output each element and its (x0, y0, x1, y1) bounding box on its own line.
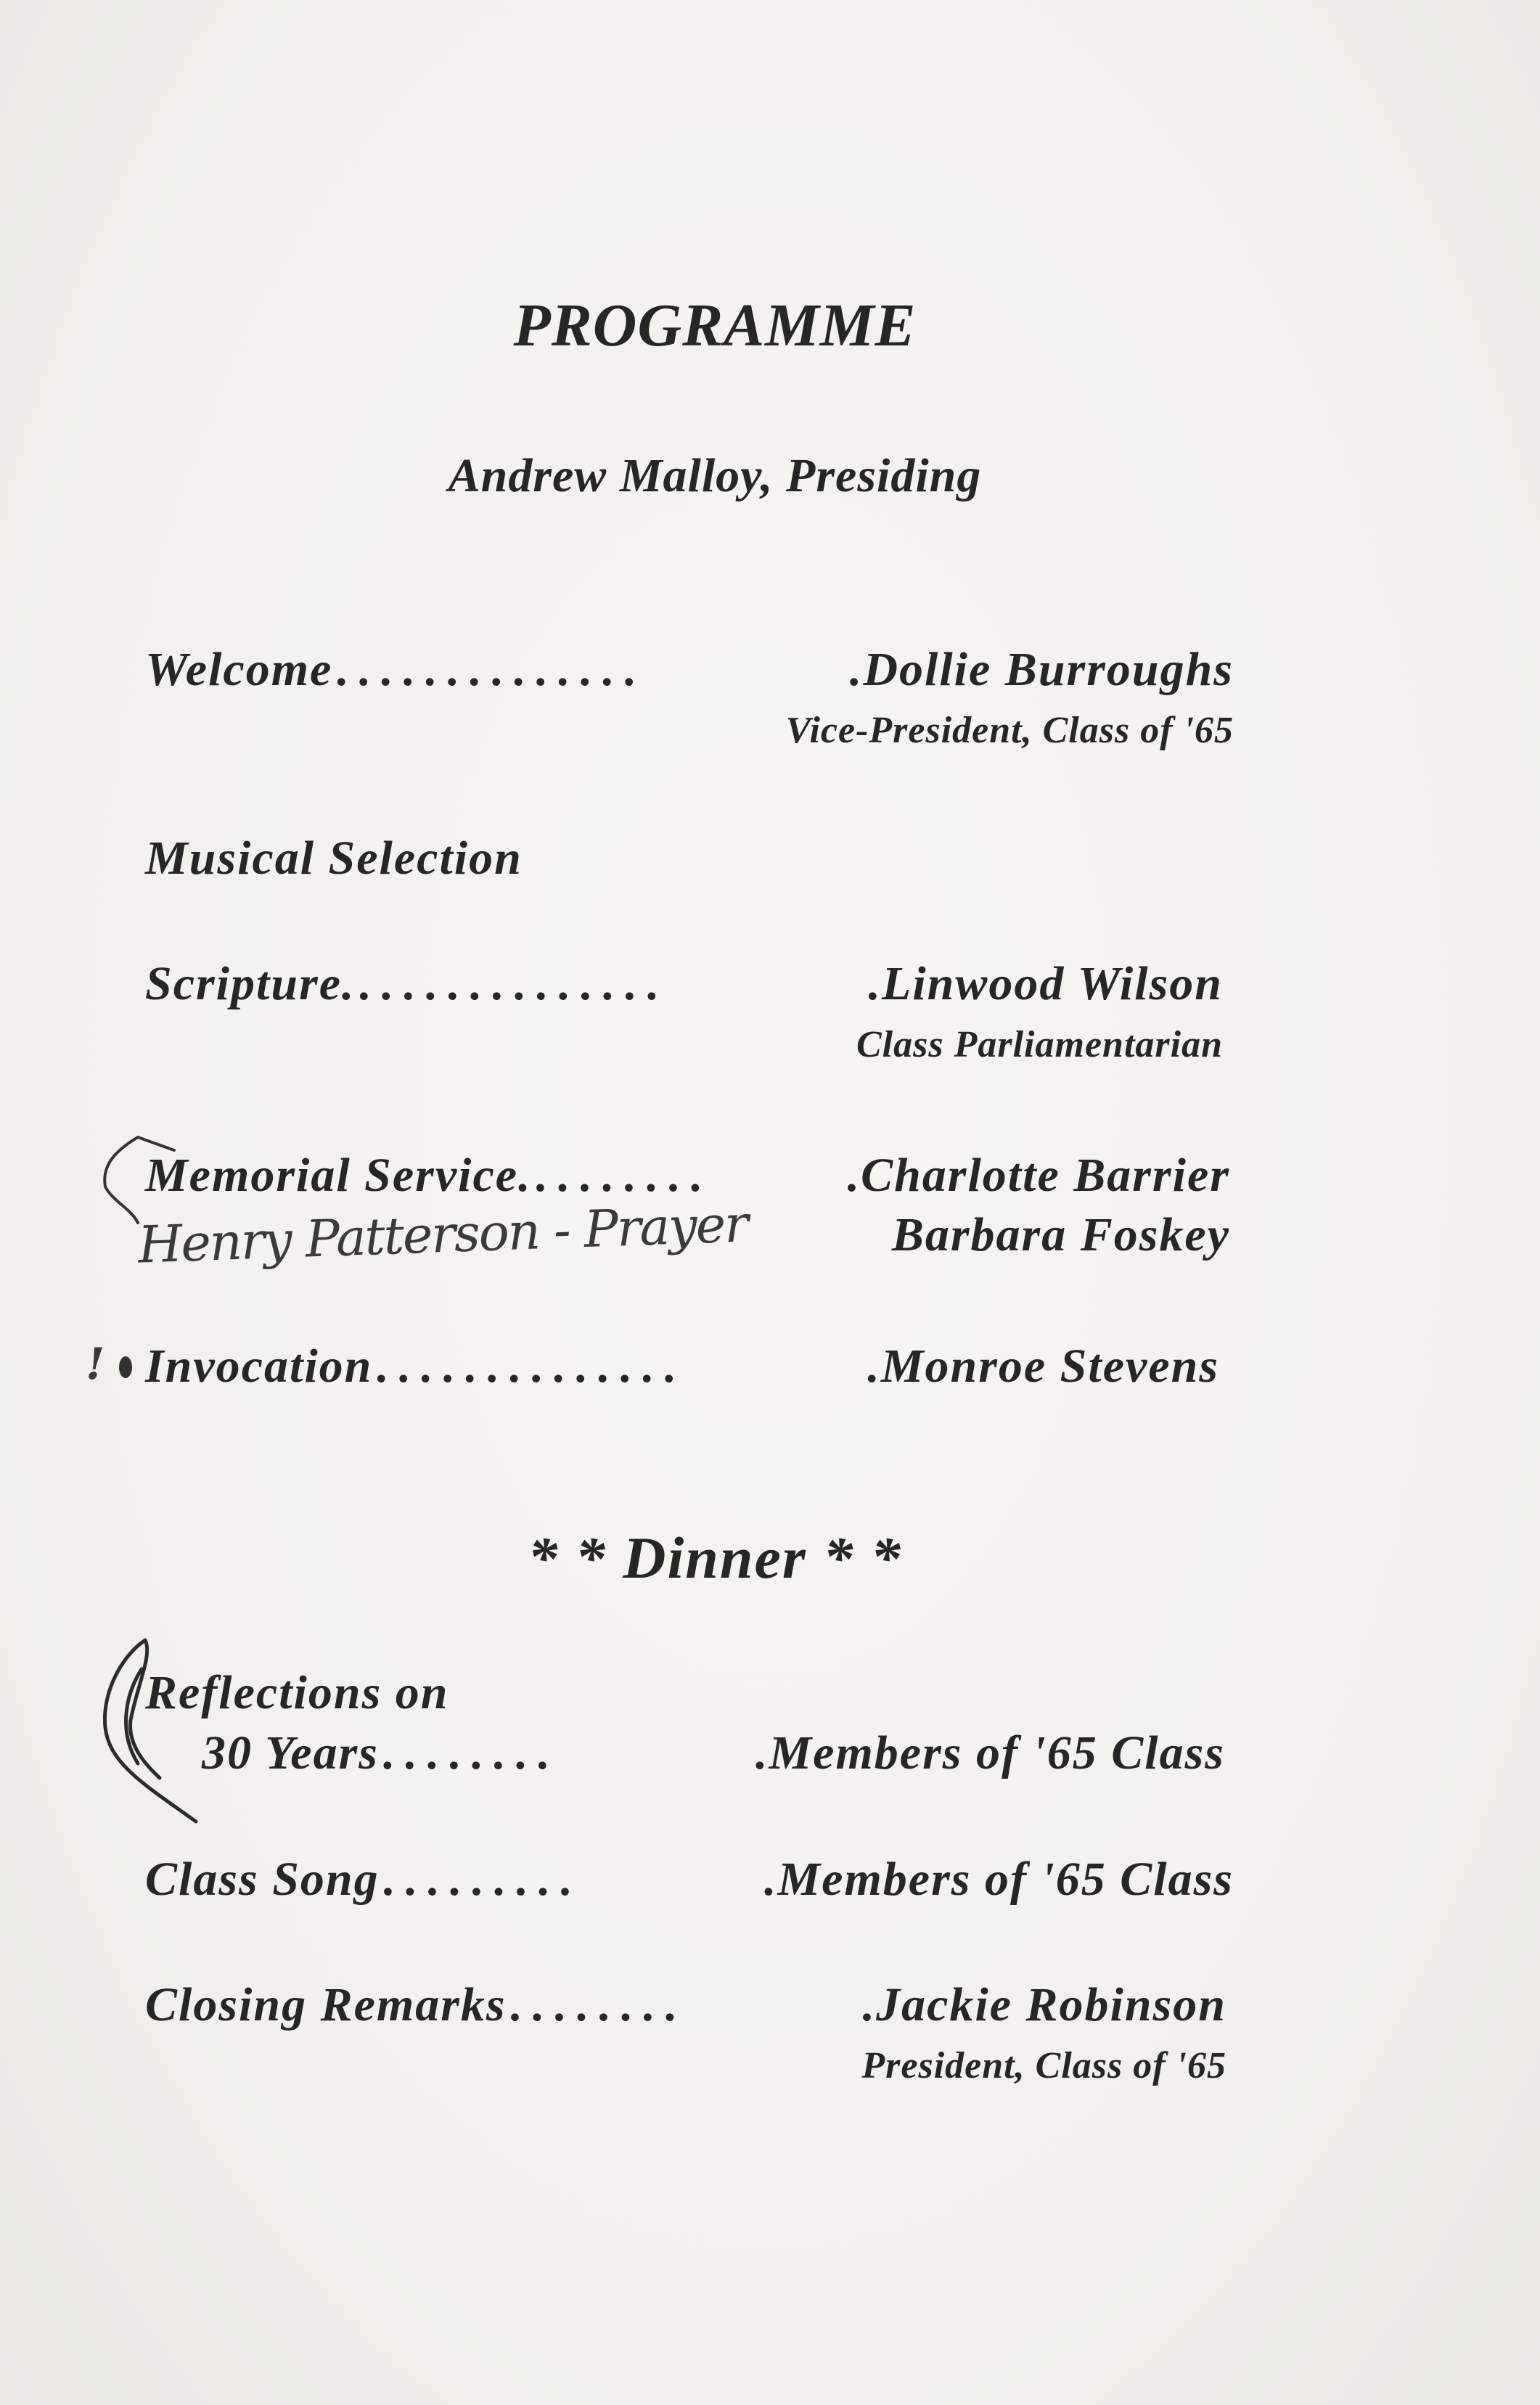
presiding-line: Andrew Malloy, Presiding (448, 449, 982, 502)
item-person: .Members of '65 Class (763, 1853, 1234, 1906)
item-role: Vice-President, Class of '65 (785, 710, 1234, 751)
item-label: Invocation (145, 1340, 373, 1393)
programme-item-scripture (145, 956, 1223, 1065)
leader-dots: .............. (337, 643, 647, 696)
leader-dots: ........ (536, 1149, 713, 1202)
item-person: .Members of '65 Class (755, 1726, 1225, 1779)
page-title: PROGRAMME (513, 292, 917, 359)
leader-dots: ........ (382, 1726, 560, 1779)
programme-item-reflections (202, 1726, 1225, 1791)
dinner-heading: * * Dinner * * (528, 1525, 902, 1591)
programme-item-reflections-line1: Reflections on (145, 1666, 449, 1719)
handwritten-bracket-icon (87, 1128, 174, 1303)
leader-dots: ......... (383, 1853, 583, 1906)
item-person: .Jackie Robinson (862, 1978, 1226, 2031)
leader-dots: .............. (359, 957, 670, 1010)
item-label: 30 Years (202, 1726, 379, 1779)
programme-item-musical-selection: Musical Selection (145, 832, 523, 885)
margin-mark: ! (86, 1339, 105, 1390)
programme-item-invocation (145, 1339, 1219, 1404)
programme-item-class-song (145, 1852, 1234, 1917)
item-person-2: Barbara Foskey (891, 1208, 1230, 1261)
programme-item-closing-remarks (145, 1978, 1226, 2086)
item-label: Class Song (145, 1853, 380, 1906)
programme-item-welcome (145, 642, 1234, 751)
leader-dots: ........ (510, 1978, 688, 2031)
item-label: Closing Remarks (145, 1978, 507, 2031)
ink-blot-icon (115, 1350, 136, 1386)
item-person: .Linwood Wilson (868, 957, 1223, 1010)
item-person: .Charlotte Barrier (847, 1149, 1230, 1202)
item-role: President, Class of '65 (861, 2045, 1226, 2086)
item-person: .Dollie Burroughs (849, 643, 1234, 696)
item-role: Class Parliamentarian (856, 1024, 1223, 1065)
handwritten-flourish-icon (80, 1626, 210, 1829)
leader-dots: .............. (377, 1340, 687, 1393)
handwritten-note: Henry Patterson - Prayer (136, 1194, 748, 1275)
item-label: Scripture. (145, 957, 356, 1010)
item-person: .Monroe Stevens (867, 1340, 1219, 1393)
item-label: Memorial Service. (145, 1149, 532, 1202)
item-label: Welcome (145, 643, 333, 696)
